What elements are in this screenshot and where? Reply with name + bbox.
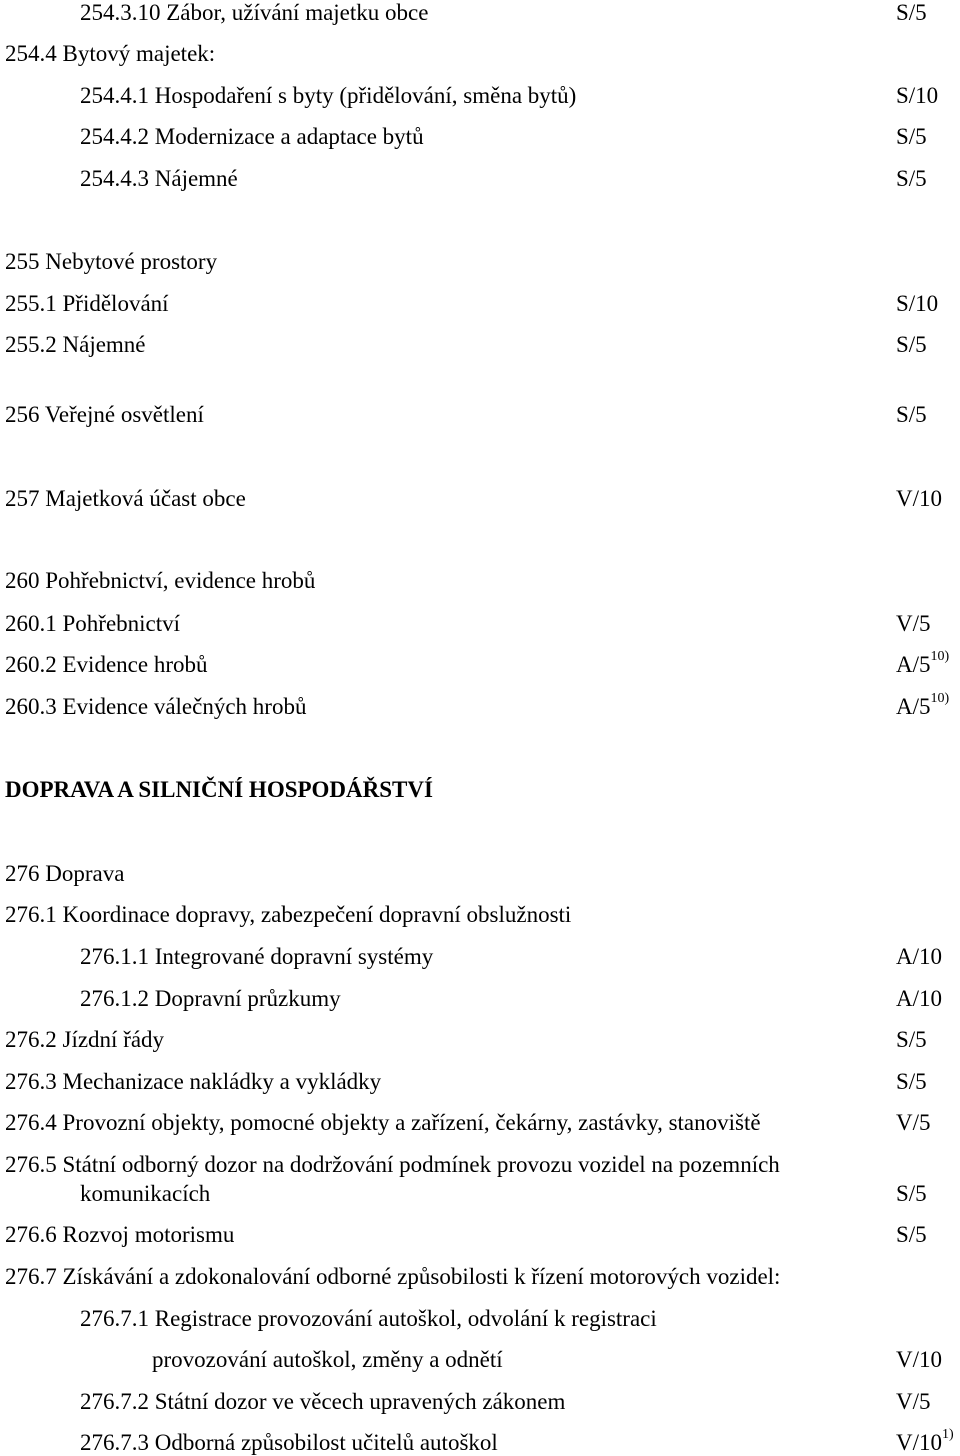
retention-code: V/10 [896, 486, 942, 511]
entry-text: 276.6 Rozvoj motorismu [5, 1222, 235, 1247]
entry-text-continuation: provozování autoškol, změny a odnětí [152, 1347, 503, 1372]
entry-text: 260.1 Pohřebnictví [5, 611, 181, 636]
retention-code: S/10 [896, 83, 939, 108]
retention-code-with-note [896, 691, 950, 719]
entry-text: 256 Veřejné osvětlení [5, 402, 204, 427]
retention-code: V/5 [896, 1110, 931, 1135]
entry-text: 276.4 Provozní objekty, pomocné objekty a zařízení, čekárny, zastávky, stanoviště [5, 1110, 761, 1135]
entry-text: 276.3 Mechanizace nakládky a vykládky [5, 1069, 382, 1094]
entry-text: 254.4 Bytový majetek: [5, 41, 216, 66]
retention-code: S/5 [896, 166, 927, 191]
retention-code: V/10 [896, 1430, 942, 1455]
retention-code: A/5 [896, 694, 931, 719]
entry-text: 257 Majetková účast obce [5, 486, 246, 511]
footnote-ref: 10) [930, 691, 950, 707]
section-heading: DOPRAVA A SILNIČNÍ HOSPODÁŘSTVÍ [5, 777, 433, 802]
entry-text: 276.5 Státní odborný dozor na dodržování podmínek provozu vozidel na pozemních [5, 1152, 780, 1177]
entry-text: 254.4.1 Hospodaření s byty (přidělování, směna bytů) [80, 83, 577, 108]
entry-text: 276.7 Získávání a zdokonalování odborné způsobilosti k řízení motorových vozidel: [5, 1264, 781, 1289]
entry-text: 276.7.1 Registrace provozování autoškol, odvolání k registraci [80, 1306, 657, 1331]
retention-code-with-note [896, 1427, 954, 1455]
retention-code: S/5 [896, 1181, 927, 1206]
entry-text: 276.7.2 Státní dozor ve věcech upravených zákonem [80, 1389, 566, 1414]
entry-text: 255.1 Přidělování [5, 291, 169, 316]
retention-code-with-note [896, 649, 950, 677]
retention-code: S/5 [896, 1222, 927, 1247]
retention-code: V/5 [896, 1389, 931, 1414]
entry-text: 276.1.1 Integrované dopravní systémy [80, 944, 434, 969]
entry-text: 260.3 Evidence válečných hrobů [5, 694, 307, 719]
retention-code: A/5 [896, 652, 931, 677]
retention-code: S/10 [896, 291, 939, 316]
entry-text: 276.1 Koordinace dopravy, zabezpečení dopravní obslužnosti [5, 902, 572, 927]
entry-text: 260 Pohřebnictví, evidence hrobů [5, 568, 316, 593]
entry-text: 276.1.2 Dopravní průzkumy [80, 986, 341, 1011]
entry-text: 260.2 Evidence hrobů [5, 652, 208, 677]
entry-text: 254.3.10 Zábor, užívání majetku obce [80, 0, 429, 25]
retention-code: V/10 [896, 1347, 942, 1372]
retention-code: S/5 [896, 124, 927, 149]
entry-text: 276.7.3 Odborná způsobilost učitelů autoškol [80, 1430, 498, 1455]
retention-code: A/10 [896, 944, 942, 969]
entry-text: 254.4.3 Nájemné [80, 166, 238, 191]
retention-code: V/5 [896, 611, 931, 636]
retention-code: S/5 [896, 0, 927, 25]
entry-text-continuation: komunikacích [80, 1181, 211, 1206]
retention-code: S/5 [896, 402, 927, 427]
footnote-ref: 10) [930, 649, 950, 665]
entry-text: 255.2 Nájemné [5, 332, 146, 357]
entry-text: 255 Nebytové prostory [5, 249, 218, 274]
entry-text: 254.4.2 Modernizace a adaptace bytů [80, 124, 424, 149]
retention-code: S/5 [896, 1027, 927, 1052]
retention-code: A/10 [896, 986, 942, 1011]
footnote-ref: 1) [942, 1427, 954, 1443]
entry-text: 276 Doprava [5, 861, 125, 886]
retention-code: S/5 [896, 1069, 927, 1094]
retention-code: S/5 [896, 332, 927, 357]
entry-text: 276.2 Jízdní řády [5, 1027, 165, 1052]
